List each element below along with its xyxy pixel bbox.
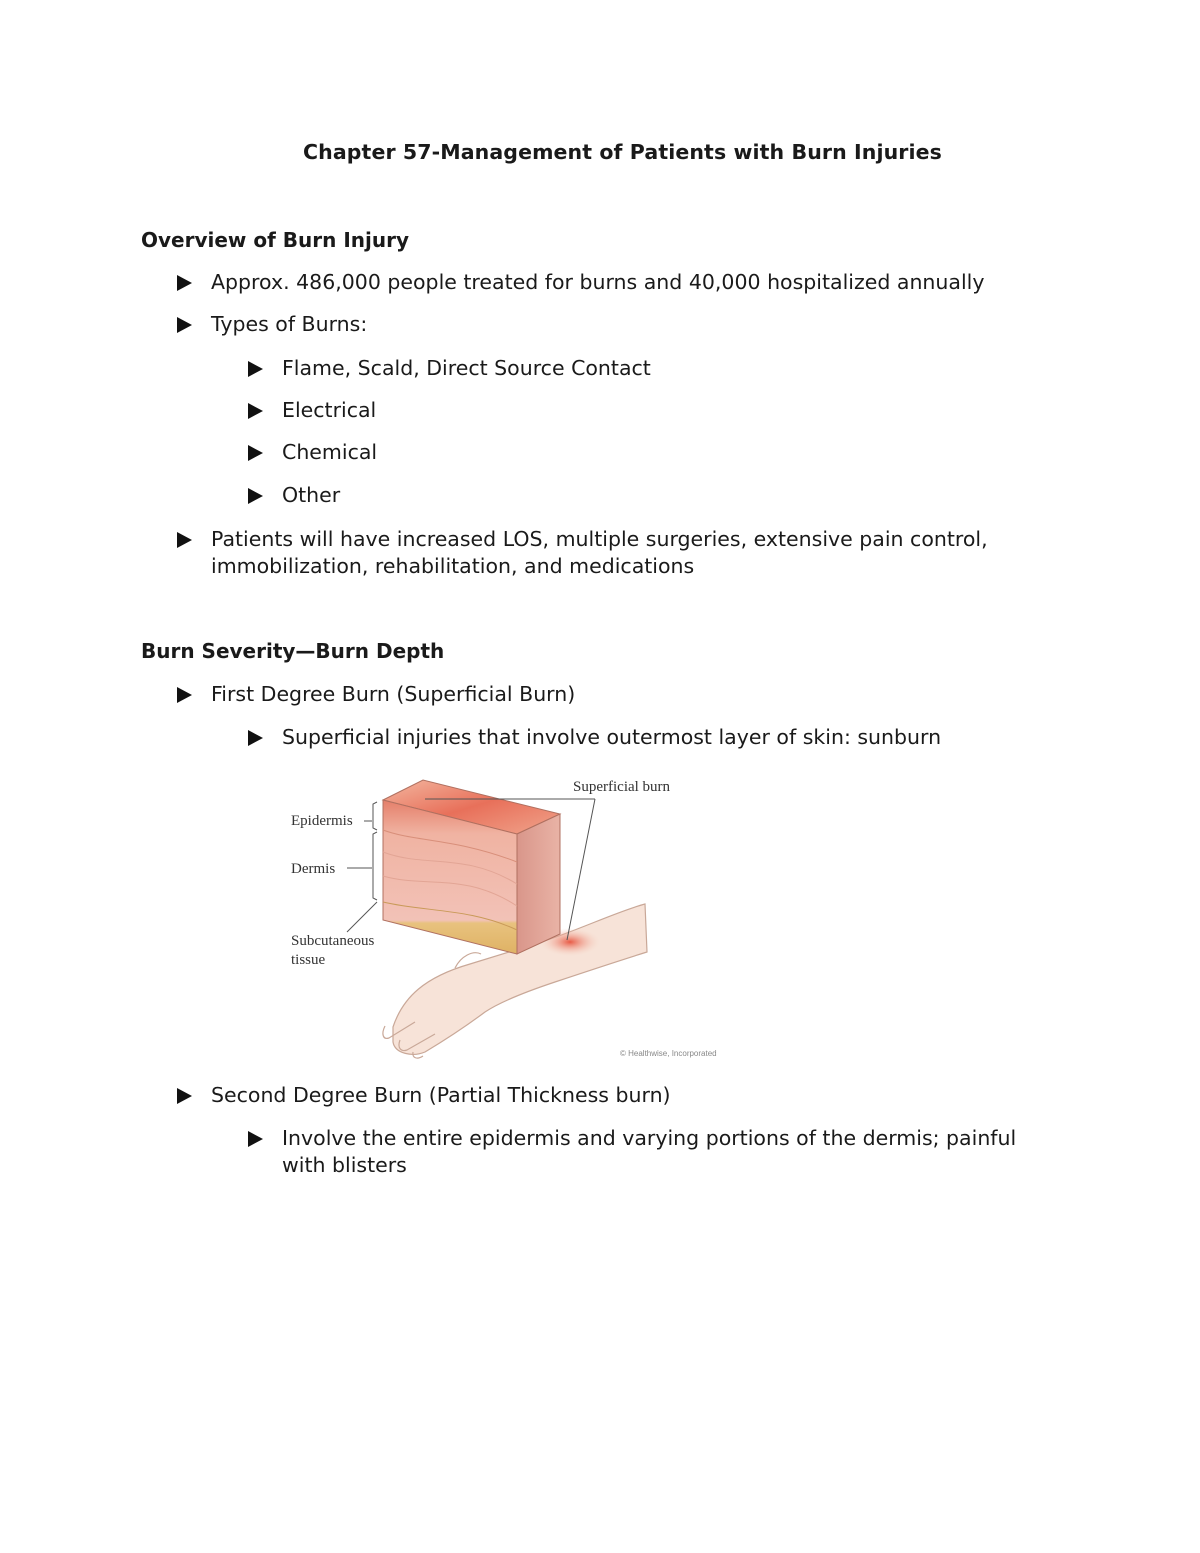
bullet-arrow-icon — [177, 317, 192, 333]
bullet-arrow-icon — [248, 488, 263, 504]
page-title: Chapter 57-Management of Patients with Burn Injuries — [303, 140, 942, 164]
superficial-burn-figure — [285, 772, 735, 1062]
bullet-arrow-icon — [248, 361, 263, 377]
figure-credit: © Healthwise, Incorporated — [620, 1049, 717, 1058]
bullet-arrow-icon — [248, 403, 263, 419]
section-heading-overview: Overview of Burn Injury — [141, 228, 409, 252]
section-heading-burn-depth: Burn Severity—Burn Depth — [141, 639, 445, 663]
bullet-arrow-icon — [177, 532, 192, 548]
bullet-arrow-icon — [177, 687, 192, 703]
bullet-arrow-icon — [177, 1088, 192, 1104]
skin-block-diagram — [383, 780, 560, 954]
label-subcutaneous: Subcutaneous — [291, 933, 375, 949]
bullet-arrow-icon — [248, 730, 263, 746]
label-dermis: Dermis — [291, 861, 336, 877]
bullet-arrow-icon — [248, 1131, 263, 1147]
label-epidermis: Epidermis — [291, 813, 353, 829]
bullet-arrow-icon — [177, 275, 192, 291]
bullet-arrow-icon — [248, 445, 263, 461]
label-tissue: tissue — [291, 952, 326, 968]
label-superficial-burn: Superficial burn — [573, 779, 671, 795]
